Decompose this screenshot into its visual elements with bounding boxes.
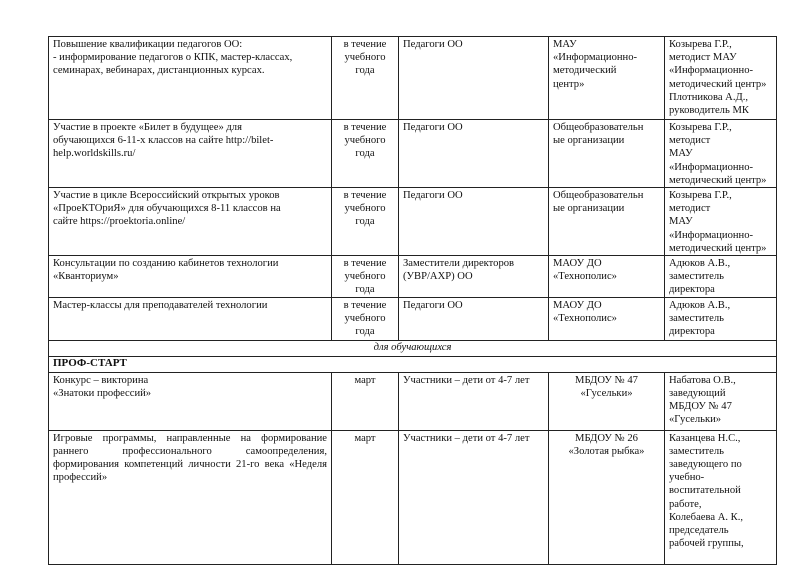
period-cell: в течение учебного года [332, 120, 399, 188]
responsible-cell: Козырева Г.Р., методист МАУ «Информационно- методический центр» [665, 120, 777, 188]
event-cell: Игровые программы, направленные на формирование раннего профессионального самоопределения, формирования компетенций личности 21-го века «Неделя профессий» [49, 430, 332, 564]
participants-cell: Педагоги ОО [399, 297, 549, 340]
responsible-cell: Козырева Г.Р., методист МАУ «Информационно- методический центр» [665, 188, 777, 256]
period-cell: март [332, 430, 399, 564]
venue-cell: Общеобразовательн ые организации [549, 188, 665, 256]
period-cell: в течение учебного года [332, 256, 399, 298]
subsection-label: ПРОФ-СТАРТ [49, 356, 777, 372]
participants-cell: Участники – дети от 4-7 лет [399, 430, 549, 564]
event-cell: Участие в цикле Всероссийский открытых уроков «ПроеКТОриЯ» для обучающихся 8-11 классов на сайте https://proektoria.online/ [49, 188, 332, 256]
responsible-cell: Набатова О.В., заведующий МБДОУ № 47 «Гусельки» [665, 372, 777, 430]
event-cell: Конкурс – викторина «Знатоки профессий» [49, 372, 332, 430]
section-label: для обучающихся [49, 340, 777, 356]
participants-cell: Заместители директоров (УВР/АХР) ОО [399, 256, 549, 298]
table-row [49, 430, 777, 564]
responsible-cell: Адюков А.В., заместитель директора [665, 297, 777, 340]
event-cell: Участие в проекте «Билет в будущее» для обучающихся 6-11-х классов на сайте http://bilet- help.worldskills.ru/ [49, 120, 332, 188]
table-row [49, 188, 777, 256]
table-row [49, 37, 777, 120]
responsible-cell: Адюков А.В., заместитель директора [665, 256, 777, 298]
responsible-cell: Козырева Г.Р., методист МАУ «Информационно- методический центр» Плотникова А.Д., руководитель МК [665, 37, 777, 120]
venue-cell: МБДОУ № 26 «Золотая рыбка» [549, 430, 665, 564]
table-row [49, 372, 777, 430]
venue-cell: МАОУ ДО «Технополис» [549, 297, 665, 340]
period-cell: в течение учебного года [332, 297, 399, 340]
participants-cell: Педагоги ОО [399, 120, 549, 188]
table-row [49, 256, 777, 298]
table-row [49, 297, 777, 340]
period-cell: в течение учебного года [332, 188, 399, 256]
event-cell: Повышение квалификации педагогов ОО: - информирование педагогов о КПК, мастер-классах, семинарах, вебинарах, дистанционных курсах. [49, 37, 332, 120]
period-cell: в течение учебного года [332, 37, 399, 120]
event-cell: Мастер-классы для преподавателей технологии [49, 297, 332, 340]
venue-cell: Общеобразовательн ые организации [549, 120, 665, 188]
section-header-row [49, 340, 777, 356]
venue-cell: МАОУ ДО «Технополис» [549, 256, 665, 298]
participants-cell: Педагоги ОО [399, 37, 549, 120]
subsection-header-row [49, 356, 777, 372]
venue-cell: МБДОУ № 47 «Гусельки» [549, 372, 665, 430]
table-row [49, 120, 777, 188]
venue-cell: МАУ «Информационно- методический центр» [549, 37, 665, 120]
participants-cell: Педагоги ОО [399, 188, 549, 256]
plan-table [48, 36, 777, 565]
participants-cell: Участники – дети от 4-7 лет [399, 372, 549, 430]
period-cell: март [332, 372, 399, 430]
responsible-cell: Казанцева Н.С., заместитель заведующего по учебно- воспитательной работе, Колебаева А. К., председатель рабочей группы, [665, 430, 777, 564]
event-cell: Консультации по созданию кабинетов технологии «Кванториум» [49, 256, 332, 298]
